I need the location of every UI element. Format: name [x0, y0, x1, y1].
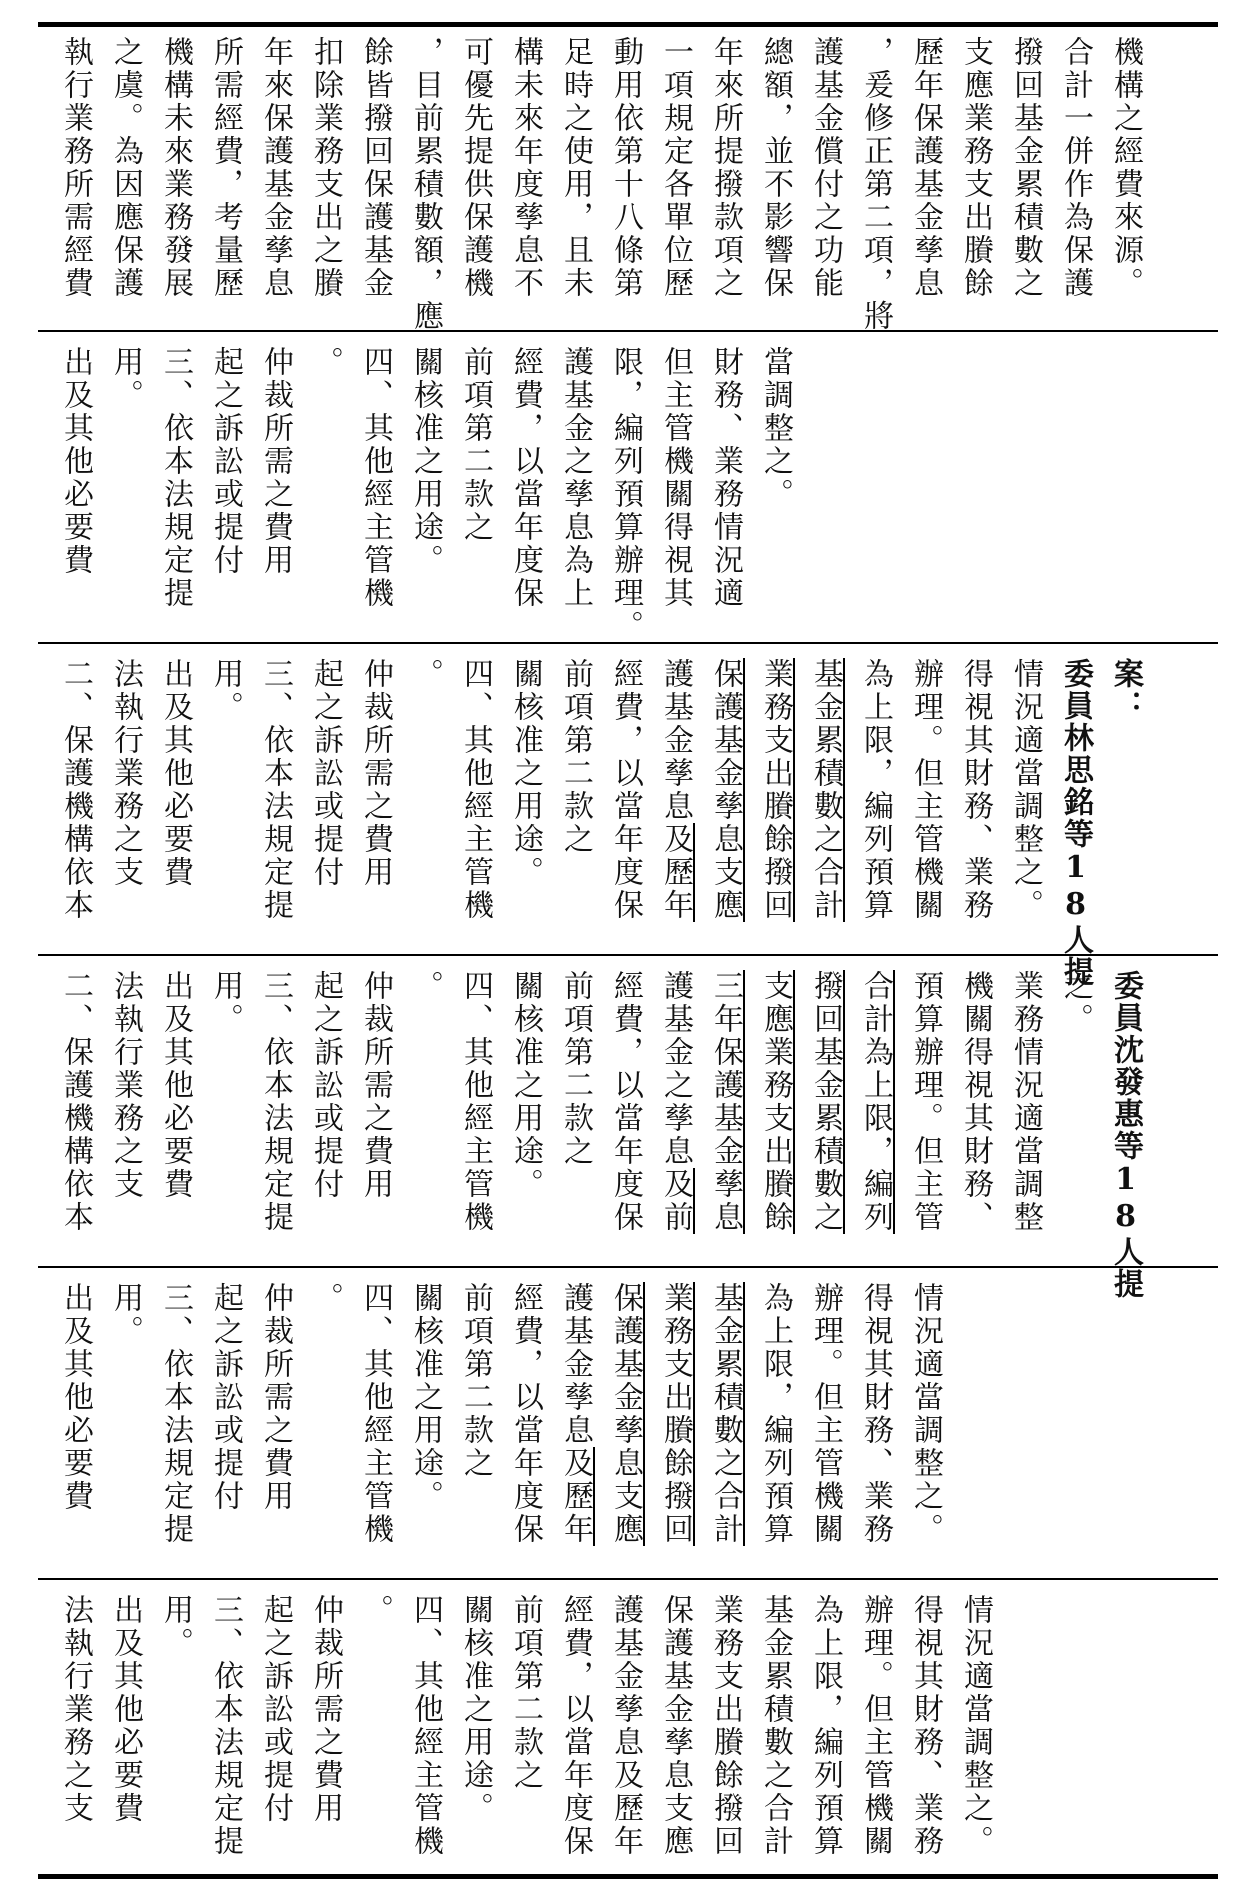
line-text: 機關得視其財務、	[958, 970, 993, 1234]
line-text: 可優先提供保護機	[458, 36, 493, 300]
text-line	[602, 1594, 648, 1870]
text-line	[802, 658, 848, 948]
text-line	[252, 346, 298, 636]
line-text: 經費，以當年度保	[608, 970, 643, 1234]
line-text: 用。	[108, 346, 143, 412]
line-text: 關核准之用途。	[508, 658, 543, 889]
text-line	[152, 658, 198, 948]
text-line	[952, 658, 998, 948]
text-line	[152, 36, 198, 326]
text-line	[702, 1282, 748, 1572]
line-text: 關核准之用途。	[408, 1282, 443, 1513]
line-text: 四、其他經主管機	[358, 1282, 393, 1546]
text-line	[102, 658, 148, 948]
text-line	[652, 36, 698, 326]
text-line	[402, 970, 448, 1260]
line-text: 二、保護機構依本	[58, 970, 93, 1234]
text-line	[502, 346, 548, 636]
text-line	[252, 658, 298, 948]
line-text: 情況適當調整之。	[1008, 658, 1043, 922]
line-text: 護基金孳息及歷年	[608, 1594, 643, 1858]
text-line	[52, 346, 98, 636]
original-article-section	[52, 1594, 1208, 1870]
line-text: 經費，以當年度保	[608, 658, 643, 922]
text-line	[552, 1282, 598, 1572]
line-text: 仲裁所需之費用	[358, 658, 393, 889]
text-line	[452, 1282, 498, 1572]
line-text: 機構之經費來源。	[1108, 36, 1143, 300]
line-text: 預算辦理。但主管	[908, 970, 943, 1234]
text-line	[752, 1594, 798, 1870]
line-text: 所需經費，考量歷	[208, 36, 243, 300]
text-line	[552, 1594, 598, 1870]
text-line	[952, 1594, 998, 1870]
line-text: 合計一併作為保護	[1058, 36, 1093, 300]
text-line	[852, 658, 898, 948]
line-text: 。	[308, 1282, 343, 1315]
text-line	[902, 36, 948, 326]
text-line	[752, 1282, 798, 1572]
amended-text: 及歷年	[558, 1447, 593, 1546]
line-text: 仲裁所需之費用	[258, 1282, 293, 1513]
amended-text: 保護基金孳息支應	[708, 658, 743, 922]
text-line	[452, 346, 498, 636]
current-article-section	[52, 346, 1208, 643]
line-text: 足時之使用，且未	[558, 36, 593, 300]
line-text: 機構未來業務發展	[158, 36, 193, 300]
text-line	[52, 36, 98, 326]
text-line	[502, 658, 548, 948]
line-text: 關核准之用途。	[408, 346, 443, 577]
text-line	[452, 658, 498, 948]
amended-text: 撥回基金累積數之	[808, 970, 843, 1234]
line-text: 動用依第十八條第	[608, 36, 643, 300]
explanation-section	[52, 36, 1208, 333]
text-line	[652, 658, 698, 948]
text-line	[552, 36, 598, 326]
line-text: 用。	[158, 1594, 193, 1660]
text-line	[302, 1594, 348, 1870]
line-text: 四、其他經主管機	[458, 658, 493, 922]
text-line	[1002, 36, 1048, 326]
line-text: 護基金孳息	[658, 658, 693, 823]
line-text: 得視其財務、業務	[858, 1282, 893, 1546]
text-line	[252, 1282, 298, 1572]
text-line	[802, 1282, 848, 1572]
section-divider	[38, 330, 1218, 332]
line-text: 關核准之用途。	[508, 970, 543, 1201]
line-text: 為上限，編列預算	[808, 1594, 843, 1858]
text-line	[1052, 36, 1098, 326]
line-text: 保護基金孳息支應	[658, 1594, 693, 1858]
text-line	[602, 1282, 648, 1572]
line-text: 用。	[108, 1282, 143, 1348]
text-line	[702, 970, 748, 1260]
text-line	[502, 1282, 548, 1572]
line-text: 。	[408, 658, 443, 691]
text-line	[402, 1282, 448, 1572]
text-line	[452, 1594, 498, 1870]
line-text: 年來所提撥款項之	[708, 36, 743, 300]
text-line	[202, 658, 248, 948]
line-text: 三、依本法規定提	[208, 1594, 243, 1858]
line-text: 歷年保護基金孳息	[908, 36, 943, 300]
line-text: 為上限，編列預算	[758, 1282, 793, 1546]
line-text: 扣除業務支出之賸	[308, 36, 343, 300]
text-line	[352, 36, 398, 326]
line-text: 撥回基金累積數之	[1008, 36, 1043, 300]
text-line	[852, 36, 898, 333]
amended-text: 合計為上限，編列	[858, 970, 893, 1234]
text-line	[202, 36, 248, 326]
line-text: 起之訴訟或提付	[208, 1282, 243, 1513]
text-line	[552, 970, 598, 1260]
line-text: 前項第二款之	[508, 1594, 543, 1792]
line-text: 前項第二款之	[558, 658, 593, 856]
line-text: 辦理。但主管機關	[858, 1594, 893, 1858]
line-text: 業務情況適當調整	[1008, 970, 1043, 1234]
text-line	[302, 1282, 348, 1572]
text-line	[402, 1594, 448, 1870]
line-text: 情況適當調整之。	[908, 1282, 943, 1546]
proposal-shen-section	[52, 970, 1208, 1300]
line-text: 護基金孳息	[558, 1282, 593, 1447]
line-text: 三、依本法規定提	[258, 970, 293, 1234]
text-line	[602, 658, 648, 948]
text-line	[502, 1594, 548, 1870]
line-text: 出及其他必要費	[58, 346, 93, 577]
line-text: 基金累積數之合計	[758, 1594, 793, 1858]
text-line	[352, 1594, 398, 1870]
section-divider	[38, 1578, 1218, 1580]
line-text: 前項第二款之	[458, 1282, 493, 1480]
section-divider	[38, 954, 1218, 956]
amended-text: 業務支出賸餘撥回	[658, 1282, 693, 1546]
text-line	[252, 36, 298, 326]
text-line	[652, 1282, 698, 1572]
text-line	[202, 346, 248, 636]
text-line	[202, 970, 248, 1260]
text-line	[702, 1594, 748, 1870]
text-line	[702, 346, 748, 636]
text-line	[352, 658, 398, 948]
line-text: ，爰修正第二項，將	[858, 36, 893, 333]
amended-text: 基金累積數之合計	[708, 1282, 743, 1546]
text-line	[352, 1282, 398, 1572]
line-text: 。	[408, 970, 443, 1003]
text-line	[102, 1594, 148, 1870]
text-line	[102, 346, 148, 636]
text-line	[102, 970, 148, 1260]
text-line	[52, 1282, 98, 1572]
text-line	[652, 970, 698, 1260]
text-line	[152, 1282, 198, 1572]
line-text: 辦理。但主管機關	[808, 1282, 843, 1546]
line-text: 。	[358, 1594, 393, 1627]
text-line	[352, 970, 398, 1260]
text-line	[852, 1594, 898, 1870]
text-line	[302, 346, 348, 636]
line-text: 護基金之孳息	[658, 970, 693, 1168]
text-line	[602, 346, 648, 643]
text-line	[152, 970, 198, 1260]
line-text: 出及其他必要費	[108, 1594, 143, 1825]
text-line	[952, 36, 998, 326]
line-text: 支應業務支出賸餘	[958, 36, 993, 300]
text-line	[752, 346, 798, 636]
line-text: 當調整之。	[758, 346, 793, 511]
line-text: 辦理。但主管機關	[908, 658, 943, 922]
line-text: ，目前累積數額，應	[408, 36, 443, 333]
line-text: 關核准之用途。	[458, 1594, 493, 1825]
line-text: 仲裁所需之費用	[308, 1594, 343, 1825]
top-rule	[38, 22, 1218, 27]
text-line	[302, 970, 348, 1260]
line-text: 四、其他經主管機	[358, 346, 393, 610]
text-line	[52, 970, 98, 1260]
text-line	[502, 36, 548, 326]
amended-text: 業務支出賸餘撥回	[758, 658, 793, 922]
text-line	[802, 1594, 848, 1870]
line-text: 經費，以當年度保	[508, 346, 543, 610]
text-line	[802, 970, 848, 1260]
text-line	[902, 970, 948, 1260]
text-line	[902, 1594, 948, 1870]
text-line	[402, 346, 448, 636]
text-line	[852, 970, 898, 1260]
line-text: 總額，並不影響保	[758, 36, 793, 300]
line-text: 執行業務所需經費	[58, 36, 93, 300]
section-divider	[38, 1266, 1218, 1268]
bottom-rule	[38, 1874, 1218, 1879]
line-text: 經費，以當年度保	[558, 1594, 593, 1858]
line-text: 起之訴訟或提付	[308, 658, 343, 889]
line-text: 前項第二款之	[458, 346, 493, 544]
text-line	[252, 970, 298, 1260]
text-line	[352, 346, 398, 636]
proposal-lin-section	[52, 658, 1208, 988]
text-line	[52, 658, 98, 948]
line-text: 起之訴訟或提付	[258, 1594, 293, 1825]
text-line	[1052, 970, 1098, 1260]
amended-text: 及歷年	[658, 823, 693, 922]
line-text: 起之訴訟或提付	[208, 346, 243, 577]
line-text: 用。	[208, 970, 243, 1036]
line-text: 之。	[1058, 970, 1093, 1036]
text-line	[1002, 658, 1048, 948]
text-line	[702, 658, 748, 948]
text-line	[152, 346, 198, 636]
line-text: 出及其他必要費	[158, 970, 193, 1201]
amended-text: 及前	[658, 1168, 693, 1234]
line-text: 四、其他經主管機	[458, 970, 493, 1234]
line-text: 出及其他必要費	[158, 658, 193, 889]
line-text: 構未來年度孳息不	[508, 36, 543, 300]
line-text: 護基金之孳息為上	[558, 346, 593, 610]
text-line	[1052, 658, 1098, 988]
line-text: 三、依本法規定提	[258, 658, 293, 922]
line-text: 法執行業務之支	[108, 970, 143, 1201]
line-text: 三、依本法規定提	[158, 346, 193, 610]
document-page	[38, 22, 1218, 1882]
text-line	[102, 36, 148, 326]
line-text: 前項第二款之	[558, 970, 593, 1168]
text-line	[752, 36, 798, 326]
text-line	[802, 36, 848, 326]
amended-text: 保護基金孳息支應	[608, 1282, 643, 1546]
text-line	[102, 1282, 148, 1572]
line-text: 餘皆撥回保護基金	[358, 36, 393, 300]
line-text: 但主管機關得視其	[658, 346, 693, 610]
text-line	[1002, 970, 1048, 1260]
line-text: 業務支出賸餘撥回	[708, 1594, 743, 1858]
text-line	[902, 658, 948, 948]
line-text: 起之訴訟或提付	[308, 970, 343, 1201]
line-text: 年來保護基金孳息	[258, 36, 293, 300]
proposal-section	[52, 1282, 1208, 1572]
line-text: 二、保護機構依本	[58, 658, 93, 922]
line-text: 案：	[1108, 658, 1143, 722]
line-text: 一項規定各單位歷	[658, 36, 693, 300]
line-text: 用。	[208, 658, 243, 724]
line-text: 委員沈發惠等18人提	[1108, 970, 1143, 1300]
line-text: 財務、業務情況適	[708, 346, 743, 610]
text-line	[302, 658, 348, 948]
text-line	[602, 36, 648, 326]
text-line	[1102, 658, 1148, 948]
text-line	[202, 1282, 248, 1572]
line-text: 護基金償付之功能	[808, 36, 843, 300]
line-text: 仲裁所需之費用	[258, 346, 293, 577]
text-line	[752, 970, 798, 1260]
amended-text: 基金累積數之合計	[808, 658, 843, 922]
line-text: 三、依本法規定提	[158, 1282, 193, 1546]
text-line	[952, 970, 998, 1260]
text-line	[252, 1594, 298, 1870]
text-line	[552, 658, 598, 948]
text-line	[402, 36, 448, 333]
text-line	[752, 658, 798, 948]
text-line	[1102, 36, 1148, 326]
text-line	[552, 346, 598, 636]
text-line	[902, 1282, 948, 1572]
line-text: 出及其他必要費	[58, 1282, 93, 1513]
text-line	[652, 346, 698, 636]
line-text: 情況適當調整之。	[958, 1594, 993, 1858]
text-line	[52, 1594, 98, 1870]
line-text: 為上限，編列預算	[858, 658, 893, 922]
text-line	[852, 1282, 898, 1572]
text-line	[652, 1594, 698, 1870]
text-line	[452, 36, 498, 326]
text-line	[152, 1594, 198, 1870]
line-text: 。	[308, 346, 343, 379]
line-text: 法執行業務之支	[58, 1594, 93, 1825]
text-line	[702, 36, 748, 326]
text-line	[602, 970, 648, 1260]
line-text: 之虞。為因應保護	[108, 36, 143, 300]
line-text: 經費，以當年度保	[508, 1282, 543, 1546]
line-text: 得視其財務、業務	[908, 1594, 943, 1858]
line-text: 仲裁所需之費用	[358, 970, 393, 1201]
line-text: 得視其財務、業務	[958, 658, 993, 922]
amended-text: 支應業務支出賸餘	[758, 970, 793, 1234]
text-line	[452, 970, 498, 1260]
text-line	[1102, 970, 1148, 1300]
line-text: 委員林思銘等18人提	[1058, 658, 1093, 988]
text-line	[502, 970, 548, 1260]
line-text: 法執行業務之支	[108, 658, 143, 889]
text-line	[402, 658, 448, 948]
text-line	[302, 36, 348, 326]
line-text: 限，編列預算辦理。	[608, 346, 643, 643]
line-text: 四、其他經主管機	[408, 1594, 443, 1858]
text-line	[202, 1594, 248, 1870]
amended-text: 三年保護基金孳息	[708, 970, 743, 1234]
